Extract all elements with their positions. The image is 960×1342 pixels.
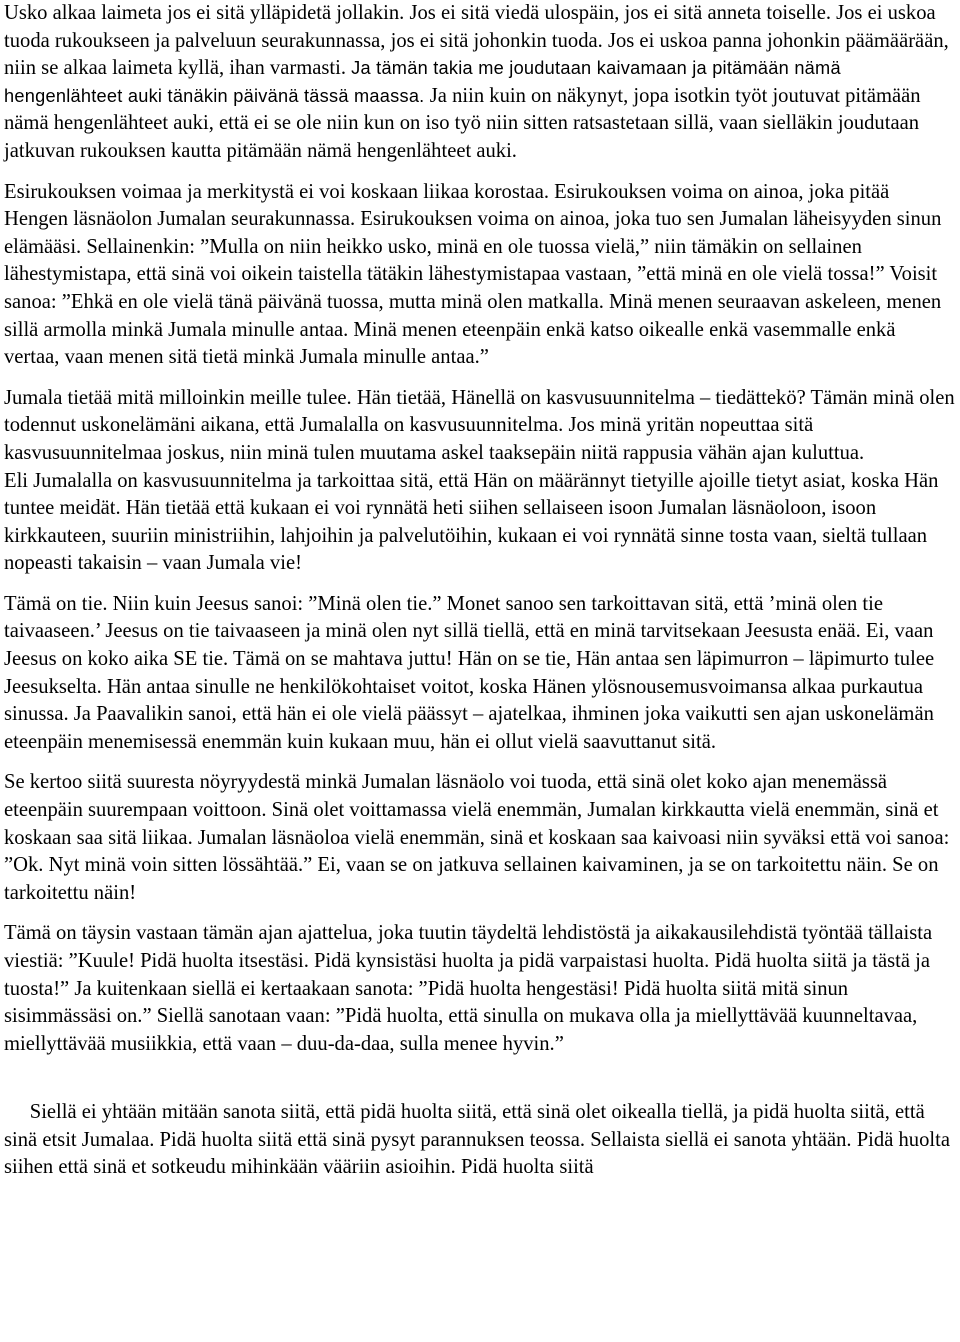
paragraph-4: [4, 468, 956, 578]
text-run: Usko alkaa laimeta jos ei sitä ylläpidetä jollakin. Jos ei sitä viedä ulospäin, jos ei sitä anneta toiselle. Jos ei uskoa tuoda rukoukseen ja palveluun seurakunnassa, jos ei sitä johonkin tuoda. Jos ei uskoa panna johonkin päämäärään, niin se alkaa laimeta kyllä, ihan varmasti.: [4, 2, 949, 80]
document-page: [4, 0, 956, 1209]
text-run: Ja niin kuin on näkynyt, jopa isotkin työt joutuvat pitämään nämä hengenlähteet auki, että ei se ole niin kun on iso työ niin sitten ratsastetaan sillä, vaan sielläkin joudutaan jatkuvan rukouksen kautta pitämään nämä hengenlähteet auki.: [4, 84, 921, 162]
text-run: Esirukouksen voimaa ja merkitystä ei voi koskaan liikaa korostaa. Esirukouksen voima on ainoa, joka pitää Hengen läsnäolon Jumalan seurakunnassa. Esirukouksen voima on ainoa, joka tuo sen Jumalan läheisyyden sinun elämääsi. Sellainenkin: ”Mulla on niin heikko usko, minä en ole tuossa vielä,” niin tämäkin on sellainen lähestymistapa, että sinä voi oikein taistella tätäkin lähestymistapaa vastaan, ”että minä en ole vielä tossa!” Voisit sanoa: ”Ehkä en ole vielä tänä päivänä tuossa, mutta minä olen matkalla. Minä menen seuraavan askeleen, menen sillä armolla minkä Jumala minulle antaa. Minä menen eteenpäin enkä katso oikealle enkä vasemmalle enkä vertaa, vaan menen sitä tietä minkä Jumala minulle antaa.”: [4, 180, 942, 369]
paragraph-gap: [4, 578, 956, 591]
paragraph-2: [4, 179, 956, 372]
paragraph-gap: [4, 756, 956, 769]
paragraph-1: [4, 0, 956, 166]
text-run: Siellä ei yhtään mitään sanota siitä, että pidä huolta siitä, että sinä olet oikealla tiellä, ja pidä huolta siitä, että sinä etsit Jumalaa. Pidä huolta siitä että sinä pysyt parannuksen teossa. Sellaista siellä ei sanota yhtään. Pidä huolta siihen että sinä et sotkeudu mihinkään vääriin asioihin. Pidä huolta siitä: [4, 1100, 950, 1179]
paragraph-5: [4, 591, 956, 757]
paragraph-3: [4, 385, 956, 468]
paragraph-gap: [4, 1058, 956, 1071]
text-run-sans: Ja tämän takia me joudutaan kaivamaan ja pitämään nämä hengenlähteet auki tänäkin päivänä tässä maassa.: [4, 58, 841, 106]
paragraph-gap: [4, 907, 956, 920]
text-run: Tämä on täysin vastaan tämän ajan ajattelua, joka tuutin täydeltä lehdistöstä ja aikakausilehdistä työntää tällaista viestiä: ”Kuule! Pidä huolta itsestäsi. Pidä kynsistäsi huolta ja pidä varpaistasi huolta. Pidä huolta siitä ja tästä ja tuosta!” Ja kuitenkaan siellä ei kertaakaan sanota: ”Pidä huolta hengestäsi! Pidä huolta siitä mitä sinun sisimmässäsi on.” Siellä sanotaan vaan: ”Pidä huolta, että sinulla on mukava olla ja miellyttävää kuunneltavaa, miellyttävää musiikkia, että vaan – duu-da-daa, sulla menee hyvin.”: [4, 922, 933, 1055]
text-run: Tämä on tie. Niin kuin Jeesus sanoi: ”Minä olen tie.” Monet sanoo sen tarkoittavan sitä, että ’minä olen tie taivaaseen.’ Jeesus on tie taivaaseen ja minä olen nyt sillä tiellä, että en minä tarvitsekaan Jeesusta enää. Ei, vaan Jeesus on koko aika SE tie. Tämä on se mahtava juttu! Hän on se tie, Hän antaa sen läpimurron – läpimurto tulee Jeesukselta. Hän antaa sinulle ne henkilökohtaiset voitot, koska Hänen ylösnousemusvoimansa alkaa purkautua sinussa. Ja Paavalikin sanoi, että hän ei ole vielä päässyt – ajatelkaa, ihminen joka vaikutti sen ajan uskonelämän eteenpäin menemisessä enemmän kuin kukaan muu, hän ei ollut vielä saavuttanut sitä.: [4, 592, 935, 753]
paragraph-7: [4, 920, 956, 1058]
text-run: Jumala tietää mitä milloinkin meille tulee. Hän tietää, Hänellä on kasvusuunnitelma – tiedättekö? Tämän minä olen todennut uskonelämäni aikana, että Jumalalla on kasvusuunnitelma. Jos minä yritän nopeuttaa sitä kasvusuunnitelmaa joskus, niin minä tulen muutama askel taaksepäin niitä rappusia vähän ajan kuluttua.: [4, 386, 955, 464]
paragraph-gap: [4, 372, 956, 385]
text-run: Eli Jumalalla on kasvusuunnitelma ja tarkoittaa sitä, että Hän on määrännyt tietyille ajoille tietyt asiat, koska Hän tuntee meidät. Hän tietää että kukaan ei voi rynnätä heti siihen sellaiseen isoon Jumalan läsnäoloon, isoon kirkkauteen, suuriin ministriihin, lahjoihin ja palvelutöihin, kukaan ei voi rynnätä sinne tosta vaan, sieltä tullaan nopeasti takaisin – vaan Jumala vie!: [4, 469, 939, 575]
paragraph-gap: [4, 166, 956, 179]
paragraph-6: [4, 769, 956, 907]
paragraph-8: [4, 1071, 956, 1209]
text-run: Se kertoo siitä suuresta nöyryydestä minkä Jumalan läsnäolo voi tuoda, että sinä olet koko ajan menemässä eteenpäin suurempaan voittoon. Sinä olet voittamassa vielä enemmän, Jumalan kirkkautta vielä enemmän, sinä et koskaan saa sitä liikaa. Jumalan läsnäoloa vielä enemmän, sinä et koskaan saa kaivoasi niin syväksi että voi sanoa: ”Ok. Nyt minä voin sitten lössähtää.” Ei, vaan se on jatkuva sellainen kaivaminen, ja se on tarkoitettu näin. Se on tarkoitettu näin!: [4, 771, 950, 904]
